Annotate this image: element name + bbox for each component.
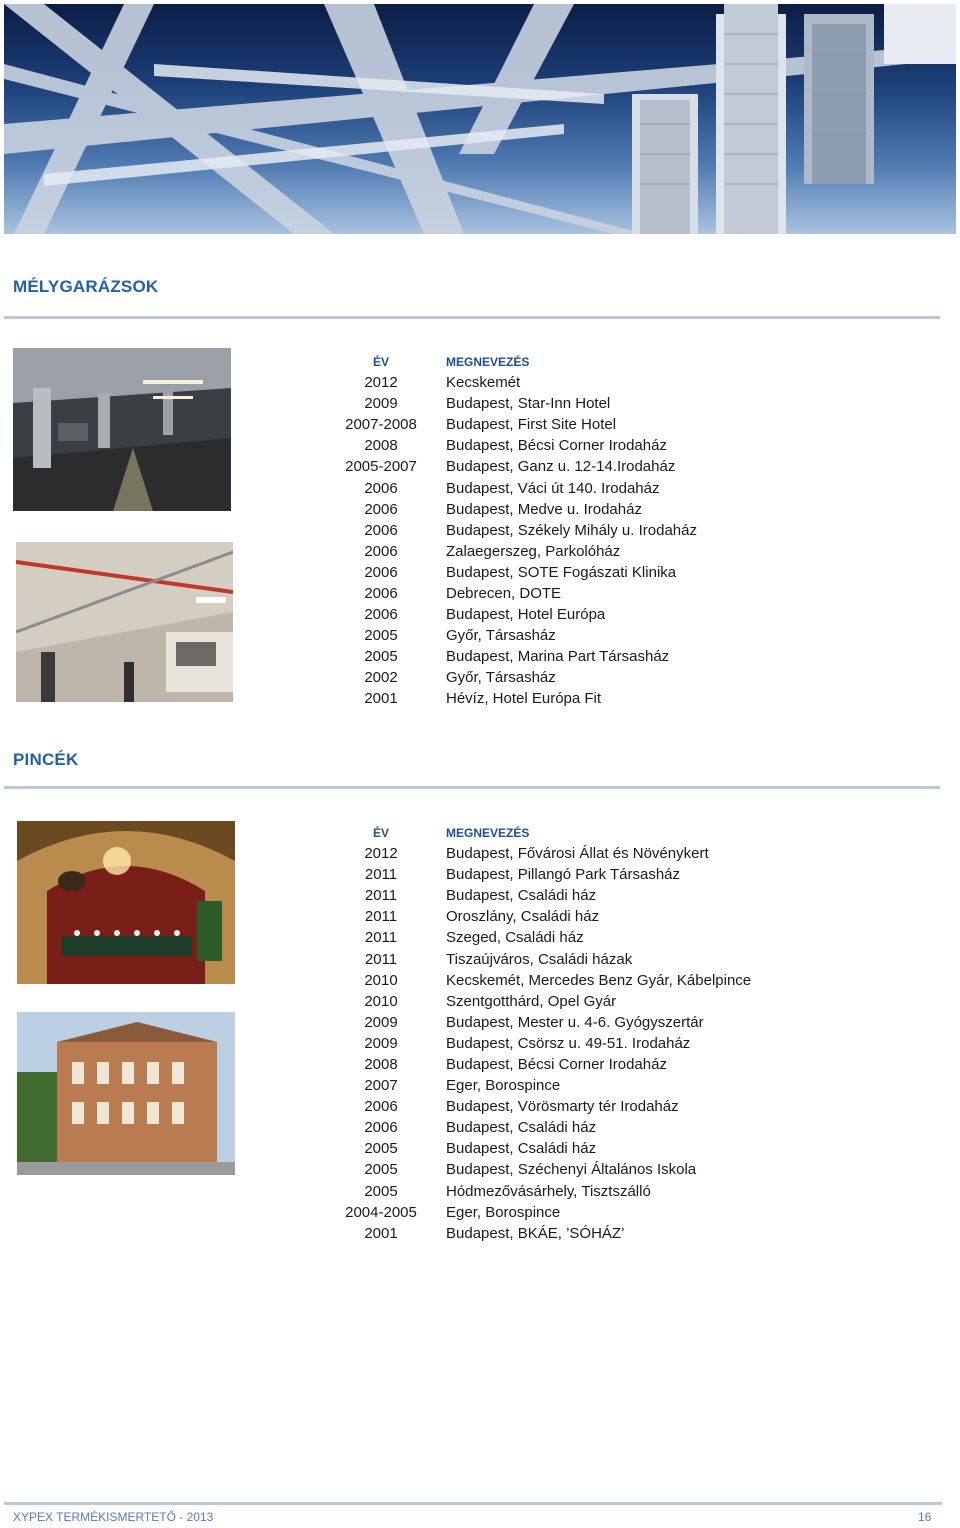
- row-year: 2005: [364, 627, 398, 645]
- row-name: Budapest, Pillangó Park Társasház: [446, 866, 681, 884]
- garage-photo-1: [13, 348, 231, 511]
- row-year: 2004-2005: [345, 1203, 417, 1221]
- table-row: [330, 1117, 751, 1138]
- table-row: [330, 1181, 751, 1202]
- table-row: [330, 927, 751, 948]
- table-row: [330, 414, 697, 435]
- table-row: [330, 393, 697, 414]
- table-row: [330, 906, 751, 927]
- row-name: Eger, Borospince: [446, 1077, 561, 1095]
- row-year: 2005: [364, 1140, 398, 1158]
- table-row: [330, 541, 697, 562]
- row-year: 2006: [364, 500, 398, 518]
- page-number: 16: [918, 1510, 932, 1524]
- row-year: 2005-2007: [345, 458, 417, 476]
- row-name: Budapest, SOTE Fogászati Klinika: [446, 563, 677, 581]
- header-name: MEGNEVEZÉS: [446, 825, 530, 840]
- row-year: 2008: [364, 1055, 398, 1073]
- row-year: 2006: [364, 606, 398, 624]
- row-name: Budapest, Váci út 140. Irodaház: [446, 479, 660, 497]
- row-year: 2012: [364, 845, 398, 863]
- row-year: 2009: [364, 395, 398, 413]
- row-name: Tiszaújváros, Családi házak: [446, 950, 633, 968]
- table-row: [330, 1202, 751, 1223]
- table-row: [330, 583, 697, 604]
- row-name: Hévíz, Hotel Európa Fit: [446, 690, 602, 708]
- table-row: [330, 1223, 751, 1244]
- table-row: [330, 864, 751, 885]
- row-name: Budapest, Családi ház: [446, 1140, 597, 1158]
- table-row: [330, 1012, 751, 1033]
- row-name: Hódmezővásárhely, Tisztszálló: [446, 1182, 651, 1200]
- row-name: Szeged, Családi ház: [446, 929, 584, 947]
- table-row: [330, 477, 697, 498]
- row-name: Budapest, Bécsi Corner Irodaház: [446, 437, 667, 455]
- table-row: [330, 435, 697, 456]
- row-year: 2006: [364, 584, 398, 602]
- row-name: Kecskemét: [446, 374, 521, 392]
- row-name: Szentgotthárd, Opel Gyár: [446, 992, 617, 1010]
- row-name: Budapest, BKÁE, ’SÓHÁZ’: [446, 1224, 625, 1242]
- row-name: Budapest, Fővárosi Állat és Növénykert: [446, 845, 709, 863]
- row-year: 2006: [364, 1098, 398, 1116]
- row-year: 2002: [364, 669, 398, 687]
- garage-photo-2: [16, 542, 233, 702]
- row-year: 2009: [364, 1034, 398, 1052]
- row-year: 2011: [364, 866, 398, 884]
- header-banner-image: [4, 4, 956, 234]
- table-row: [330, 562, 697, 583]
- row-name: Kecskemét, Mercedes Benz Gyár, Kábelpince: [446, 971, 752, 989]
- section-title-cellars: PINCÉK: [13, 750, 79, 769]
- row-year: 2009: [364, 1013, 398, 1031]
- row-year: 2011: [364, 929, 398, 947]
- table-header: [330, 351, 697, 372]
- row-name: Zalaegerszeg, Parkolóház: [446, 542, 621, 560]
- cellar-photo-1: [17, 821, 235, 984]
- row-year: 2007: [364, 1077, 398, 1095]
- table-row: [330, 1033, 751, 1054]
- table-row: [330, 885, 751, 906]
- row-name: Budapest, Marina Part Társasház: [446, 648, 670, 666]
- row-year: 2006: [364, 542, 398, 560]
- row-name: Eger, Borospince: [446, 1203, 561, 1221]
- row-name: Budapest, Családi ház: [446, 887, 597, 905]
- table-row: [330, 1054, 751, 1075]
- table-row: [330, 667, 697, 688]
- table-header: [330, 822, 751, 843]
- row-name: Budapest, Családi ház: [446, 1119, 597, 1137]
- row-year: 2005: [364, 648, 398, 666]
- row-year: 2006: [364, 521, 398, 539]
- row-name: Oroszlány, Családi ház: [446, 908, 600, 926]
- row-name: Budapest, Székely Mihály u. Irodaház: [446, 521, 697, 539]
- row-year: 2011: [364, 950, 398, 968]
- row-name: Debrecen, DOTE: [446, 584, 562, 602]
- header-year: ÉV: [372, 825, 389, 840]
- section-divider: [4, 316, 940, 319]
- row-name: Győr, Társasház: [446, 669, 556, 687]
- table-row: [330, 688, 697, 709]
- row-year: 2001: [364, 1224, 398, 1242]
- row-year: 2011: [364, 908, 398, 926]
- row-year: 2005: [364, 1182, 398, 1200]
- table-row: [330, 970, 751, 991]
- row-name: Budapest, Csörsz u. 49-51. Irodaház: [446, 1034, 691, 1052]
- row-year: 2001: [364, 690, 398, 708]
- footer-title: XYPEX TERMÉKISMERTETŐ - 2013: [13, 1510, 214, 1524]
- row-year: 2008: [364, 437, 398, 455]
- table-row: [330, 1075, 751, 1096]
- row-year: 2006: [364, 563, 398, 581]
- row-year: 2005: [364, 1161, 398, 1179]
- row-name: Budapest, Ganz u. 12-14.Irodaház: [446, 458, 676, 476]
- row-year: 2011: [364, 887, 398, 905]
- row-name: Budapest, Vörösmarty tér Irodaház: [446, 1098, 679, 1116]
- header-year: ÉV: [372, 354, 389, 369]
- table-row: [330, 1096, 751, 1117]
- table-row: [330, 604, 697, 625]
- row-year: 2007-2008: [345, 416, 417, 434]
- header-name: MEGNEVEZÉS: [446, 354, 530, 369]
- section-title-garages: MÉLYGARÁZSOK: [13, 277, 159, 296]
- row-name: Budapest, Medve u. Irodaház: [446, 500, 642, 518]
- row-year: 2010: [364, 971, 398, 989]
- table-row: [330, 646, 697, 667]
- table-row: [330, 1138, 751, 1159]
- table-row: [330, 625, 697, 646]
- table-row: [330, 520, 697, 541]
- row-name: Budapest, First Site Hotel: [446, 416, 617, 434]
- table-row: [330, 843, 751, 864]
- table-row: [330, 991, 751, 1012]
- row-year: 2012: [364, 374, 398, 392]
- row-name: Budapest, Széchenyi Általános Iskola: [446, 1161, 697, 1179]
- footer-divider: [4, 1502, 942, 1505]
- row-year: 2010: [364, 992, 398, 1010]
- row-name: Győr, Társasház: [446, 627, 556, 645]
- table-row: [330, 948, 751, 969]
- row-name: Budapest, Hotel Európa: [446, 606, 606, 624]
- cellar-photo-2: [17, 1012, 235, 1175]
- cellars-table: [330, 822, 751, 1244]
- row-name: Budapest, Bécsi Corner Irodaház: [446, 1055, 667, 1073]
- section-divider: [4, 786, 940, 789]
- table-row: [330, 456, 697, 477]
- table-row: [330, 372, 697, 393]
- row-year: 2006: [364, 479, 398, 497]
- row-name: Budapest, Mester u. 4-6. Gyógyszertár: [446, 1013, 704, 1031]
- table-row: [330, 499, 697, 520]
- table-row: [330, 1159, 751, 1180]
- row-name: Budapest, Star-Inn Hotel: [446, 395, 611, 413]
- garages-table: [330, 351, 697, 710]
- row-year: 2006: [364, 1119, 398, 1137]
